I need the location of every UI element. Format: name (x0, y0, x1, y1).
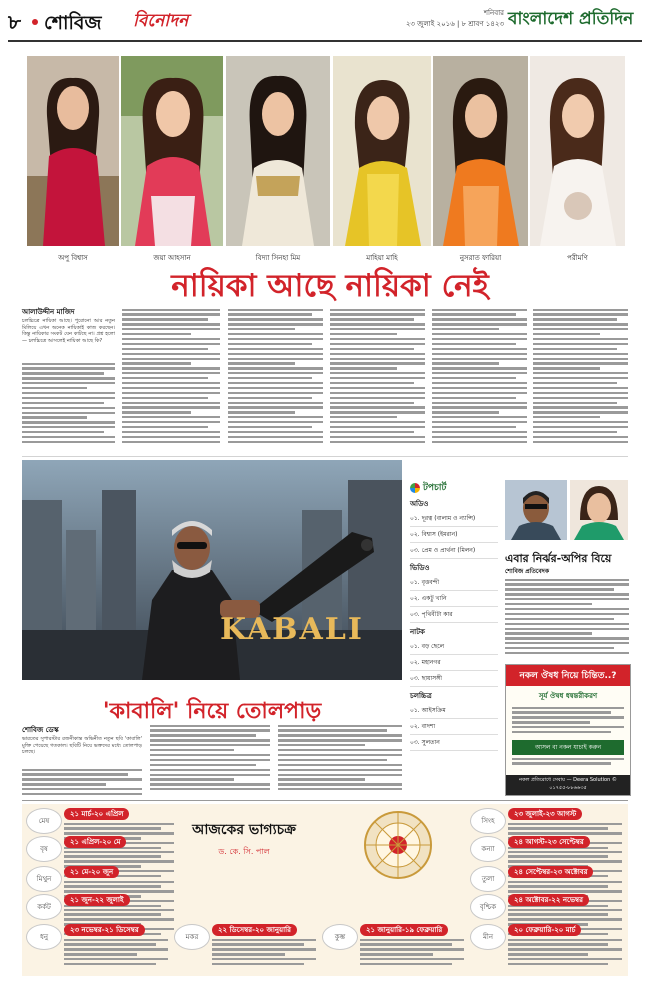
top-chart-icon (410, 483, 420, 493)
photo-actress-6 (530, 56, 625, 246)
lead-byline: আলাউদ্দীন মাজিদ (22, 308, 75, 316)
zodiac-date-range: ২১ এপ্রিল-২০ মে (64, 836, 126, 848)
wedding-photo-2 (570, 480, 628, 540)
kabali-poster-title: KABALI (220, 612, 364, 647)
top-chart-item: ০২. বিশ্বাস (ইমরান) (410, 527, 498, 543)
zodiac-date-range: ২২ ডিসেম্বর-২০ জানুয়ারি (212, 924, 297, 936)
ad-body (506, 702, 630, 738)
zodiac-sign-icon: কন্যা (470, 836, 506, 862)
horoscope-entry (470, 894, 624, 920)
zodiac-sign-icon: মকর (174, 924, 210, 950)
top-chart-item: ০২. মহানগর (410, 655, 498, 671)
lead-body-column-1 (22, 360, 115, 450)
lead-intro: চলচ্চিত্রে নায়িকা আছে। পুরোনো আর নতুন মিলিয়ে এখন অনেক নায়িকাই কাজ করছেন। কিন্তু নায়িকার সংকট যেন কাটছে না। প্রশ্ন হলো— চলচ্চিত্রে আসলেই নায়িকা আছে কি? (22, 318, 115, 344)
top-chart-brand: টপচার্ট (423, 483, 447, 493)
section-label: শোবিজ (44, 12, 102, 34)
horoscope-entry (26, 894, 176, 920)
kabali-body-column-1 (22, 766, 142, 798)
caption-actress-1: অপু বিশ্বাস (58, 254, 88, 262)
photo-actress-3 (226, 56, 330, 246)
zodiac-sign-icon: বৃষ (26, 836, 62, 862)
photo-actress-1 (27, 56, 119, 246)
section-divider (22, 456, 628, 457)
horoscope-entry (26, 808, 176, 834)
caption-actress-6: পরীমণি (567, 254, 588, 262)
zodiac-date-range: ২৪ অক্টোবর-২২ নভেম্বর (508, 894, 589, 906)
kabali-body-column-3 (278, 722, 402, 798)
caption-actress-2: জয়া আহসান (153, 254, 191, 262)
horoscope-entry (470, 836, 624, 862)
zodiac-date-range: ২১ মে-২০ জুন (64, 866, 119, 878)
zodiac-date-range: ২১ জানুয়ারি-১৯ ফেব্রুয়ারি (360, 924, 448, 936)
zodiac-date-range: ২৪ আগস্ট-২৩ সেপ্টেম্বর (508, 836, 590, 848)
top-chart-item: ০১. আইসক্রিম (410, 703, 498, 719)
ad-subtitle: সূর্য ঔষধ ধন্বন্তরীকরণ (538, 692, 598, 700)
zodiac-sign-icon: বৃশ্চিক (470, 894, 506, 920)
top-chart (410, 480, 498, 746)
ad-highlight: আসল বা নকল যাচাই করুন (512, 740, 624, 755)
top-chart-item: ০৩. পৃথিবীটা কার (410, 607, 498, 623)
horoscope-entry (174, 924, 318, 972)
zodiac-sign-icon: মীন (470, 924, 506, 950)
ad-box (505, 664, 631, 796)
horoscope-top-rule (22, 800, 628, 801)
zodiac-sign-icon: কর্কট (26, 894, 62, 920)
lead-headline: নায়িকা আছে নায়িকা নেই (171, 268, 489, 304)
newspaper-logo: বাংলাদেশ প্রতিদিন (508, 9, 634, 29)
top-chart-item: ০১. বৃত্তবন্দী (410, 575, 498, 591)
zodiac-date-range: ২৪ সেপ্টেম্বর-২৩ অক্টোবর (508, 866, 593, 878)
red-dot-icon (32, 19, 38, 25)
kabali-intro: ভারতের সুপারস্টার রজনীকান্ত অভিনীত নতুন ছবি 'কাবালি' মুক্তি পেয়েছে গতকাল। ছবিটি নিয়ে ভক্তদের মধ্যে তোলপাড় চলছে। (22, 736, 142, 756)
photo-actress-5 (433, 56, 528, 246)
wedding-body (505, 576, 629, 658)
horoscope-entry (26, 866, 176, 892)
top-chart-section-title: অডিও (410, 500, 429, 508)
top-chart-item: ০১. বড় ছেলে (410, 639, 498, 655)
zodiac-sign-icon: ধনু (26, 924, 62, 950)
horoscope-text (508, 936, 622, 968)
zodiac-date-range: ২৩ নভেম্বর-২১ ডিসেম্বর (64, 924, 145, 936)
zodiac-sign-icon: মিথুন (26, 866, 62, 892)
header-rule (8, 40, 642, 42)
wedding-photo-1 (505, 480, 567, 540)
lead-body-column-5 (432, 306, 527, 450)
issue-day: শনিবার (483, 9, 504, 17)
horoscope-text (64, 936, 168, 968)
lead-body-column-3 (228, 306, 323, 450)
ad-footer: নকল প্রতিরোধে সেবায় — Deera Solution © ০১৭৫৫-৮৮৬৬৩৫ (506, 775, 630, 795)
top-chart-section-title: ভিডিও (410, 564, 430, 572)
horoscope-text (212, 936, 316, 968)
kabali-body-column-2 (150, 722, 270, 798)
horoscope-author: ড. কে. সি. পাল (218, 847, 270, 856)
horoscope-entry (26, 924, 170, 972)
wedding-headline: এবার নির্ঝর-অপির বিয়ে (505, 552, 612, 565)
caption-actress-3: বিদ্যা সিনহা মিম (255, 254, 301, 262)
horoscope-text (360, 936, 464, 968)
kabali-headline: 'কাবালি' নিয়ে তোলপাড় (102, 699, 322, 724)
zodiac-date-range: ২১ মার্চ-২০ এপ্রিল (64, 808, 129, 820)
zodiac-wheel-icon (350, 810, 446, 880)
caption-actress-4: মাহিয়া মাহি (366, 254, 398, 262)
lead-body-column-4 (330, 306, 425, 450)
horoscope-entry (26, 836, 176, 862)
ad-body-2 (506, 758, 630, 765)
top-chart-list (410, 498, 498, 751)
zodiac-date-range: ২০ ফেব্রুয়ারি-২০ মার্চ (508, 924, 581, 936)
masthead (0, 0, 650, 50)
horoscope-title-box (188, 818, 300, 864)
top-chart-section-title: চলচ্চিত্র (410, 692, 432, 700)
horoscope-entry (470, 866, 624, 892)
zodiac-sign-icon: তুলা (470, 866, 506, 892)
wedding-byline: শোবিজ প্রতিবেদক (505, 568, 550, 575)
kabali-poster (22, 460, 402, 680)
lead-body-column-2 (122, 306, 220, 450)
zodiac-date-range: ২৩ জুলাই-২৩ আগস্ট (508, 808, 582, 820)
top-chart-logo (410, 480, 498, 495)
top-chart-item: ০২. একটু খানি (410, 591, 498, 607)
top-chart-item: ০১. দূরত্ব (বালাম ও ন্যান্সি) (410, 511, 498, 527)
zodiac-sign-icon: সিংহ (470, 808, 506, 834)
horoscope-entry (470, 924, 624, 972)
top-chart-item: ০৩. প্রেম ও প্রার্থনা (মিলন) (410, 543, 498, 559)
lead-body-column-6 (533, 306, 628, 450)
horoscope-title: আজকের ভাগ্যচক্র (192, 822, 296, 838)
horoscope-entry (470, 808, 624, 834)
ad-title: নকল ঔষধ নিয়ে চিন্তিত..? (506, 665, 630, 686)
zodiac-sign-icon: মেষ (26, 808, 62, 834)
top-chart-item: ০২. বাদশা (410, 719, 498, 735)
page-number: ৮ (8, 10, 21, 34)
issue-date: ২৩ জুলাই ২০১৬ | ৮ শ্রাবণ ১৪২৩ (405, 20, 504, 28)
photo-actress-4 (333, 56, 431, 246)
top-chart-item: ০৩. ছায়াসঙ্গী (410, 671, 498, 687)
horoscope-entry (322, 924, 466, 972)
top-chart-item: ০৩. সুলতান (410, 735, 498, 751)
kabali-byline: শোবিজ ডেস্ক (22, 726, 59, 734)
zodiac-date-range: ২১ জুন-২২ জুলাই (64, 894, 130, 906)
top-chart-section-title: নাটক (410, 628, 425, 636)
photo-actress-2 (121, 56, 223, 246)
brand-logo: বিনোদন (133, 11, 189, 31)
caption-actress-5: নুসরাত ফারিয়া (459, 254, 502, 262)
zodiac-sign-icon: কুম্ভ (322, 924, 358, 950)
